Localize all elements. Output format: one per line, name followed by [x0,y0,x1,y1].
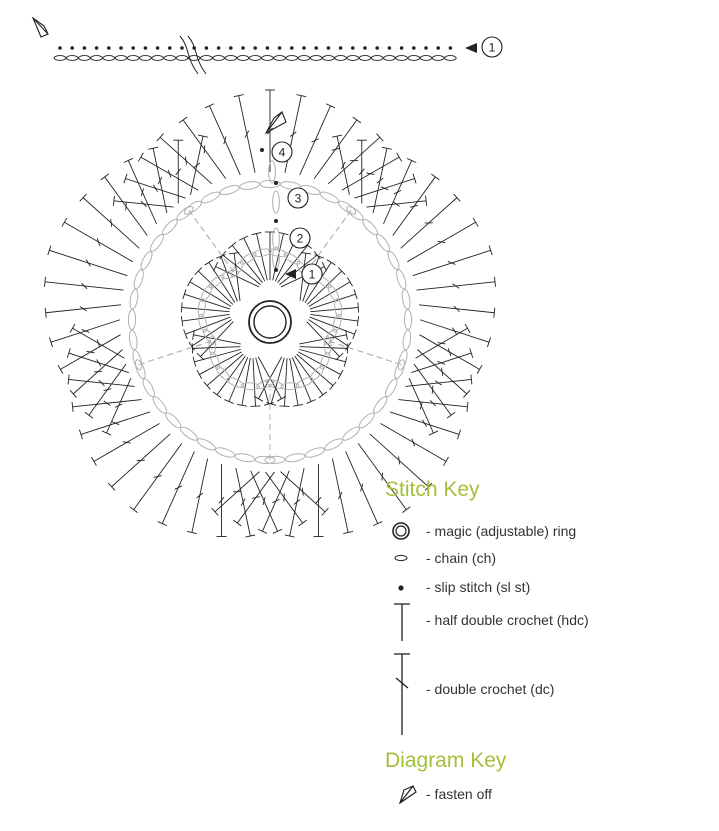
hdc-top [239,236,248,240]
slip-stitch-mark [217,46,221,50]
slip-stitch-mark [449,46,453,50]
dc-top [68,375,69,385]
dc-slash [97,238,100,246]
chain-mark [199,284,214,303]
slip-stitch-mark [274,268,278,272]
round-number: 4 [278,145,286,160]
hdc-top [205,260,213,265]
chain-mark [91,56,103,61]
slip-stitch-mark [131,46,135,50]
chain-mark [226,376,245,390]
slip-stitch-icon [398,585,403,590]
dc-slash [86,260,90,267]
round-number: 1 [488,40,496,55]
hdc-stitch [308,319,348,346]
dc-slash [272,499,279,503]
dc-slash [175,486,182,490]
chain-mark [160,217,179,236]
chain-mark [164,56,176,61]
chain-icon [395,555,407,560]
dc-slash [97,340,100,348]
slip-stitch-mark [205,46,209,50]
hdc-top [189,342,195,350]
chain-mark [176,56,188,61]
slip-stitch-mark [266,46,270,50]
fasten-off-icon [33,18,48,37]
magic-ring-icon [249,301,291,343]
hdc-stitch [298,352,340,375]
dc-slash [432,386,433,394]
double-crochet-icon [394,654,410,735]
slip-stitch-mark [70,46,74,50]
stitch-key-label-hdc: - half double crochet (hdc) [426,612,589,628]
slip-stitch-mark [229,46,233,50]
slip-stitch-mark [180,46,184,50]
connector-line [189,210,235,273]
slip-stitch-mark [95,46,99,50]
dc-slash [312,139,319,143]
dc-top [158,522,167,526]
chain-mark [197,314,208,333]
chain-mark [213,56,225,61]
dc-top [447,412,455,418]
chain-mark [139,250,154,271]
foundation-chain-row [33,18,502,74]
chain-mark [308,365,325,383]
hdc-stitch [295,356,323,395]
dc-top [62,218,67,227]
hdc-top [358,303,359,313]
dc-slash [245,131,249,138]
slip-stitch-mark [83,46,87,50]
dc-top [91,457,96,466]
chain-mark [79,56,91,61]
dc-top [373,522,382,526]
dc-top [72,402,73,412]
dc-top [402,507,410,513]
chain-mark [54,56,66,61]
round-number: 2 [296,231,304,246]
hdc-stitch [199,352,241,375]
chain-mark [408,56,420,61]
hdc-top [301,253,311,254]
dc-top [102,431,111,435]
dc-slash [448,348,451,356]
dc-slash [204,145,205,153]
hdc-stitch [192,319,232,346]
slip-stitch-mark [314,46,318,50]
hdc-top [327,260,335,265]
chain-mark [404,310,412,330]
chain-mark [401,289,411,310]
dc-slash [394,190,401,194]
chain-mark [152,56,164,61]
dc-top [179,117,187,123]
slip-stitch-mark [274,219,278,223]
dc-slash [382,473,383,481]
stitch-key-label-dc: - double crochet (dc) [426,681,555,697]
chain-mark [341,425,361,443]
dc-top [494,277,495,287]
chain-mark [262,56,274,61]
dc-top [113,196,114,206]
chain-mark [128,330,138,351]
slip-stitch-mark [144,46,148,50]
fasten-off-icon [266,112,286,133]
chain-mark [196,437,217,453]
dc-top [431,174,439,180]
dc-top [494,308,495,318]
chain-mark [432,56,444,61]
dc-slash [302,488,303,496]
dc-slash [153,185,157,192]
chain-mark [115,56,127,61]
hdc-top [319,392,327,398]
hdc-top [306,400,315,404]
dc-top [407,158,416,162]
chain-mark [384,56,396,61]
chain-mark [347,56,359,61]
hdc-top [181,303,182,313]
dc-slash [158,177,162,184]
dc-slash [284,493,285,501]
dc-top [429,431,438,435]
chain-mark [239,180,260,190]
chain-mark [282,251,301,267]
break-mark [188,36,206,74]
dc-slash [442,368,443,376]
dc-top [258,529,267,533]
chain-mark [141,377,157,398]
dc-top [70,324,75,333]
dc-slash [241,498,245,505]
magic-ring-icon [393,523,409,539]
slip-stitch-mark [412,46,416,50]
chain-mark [383,377,399,398]
dc-top [101,174,109,180]
dc-slash [412,439,415,447]
chain-mark [286,56,298,61]
chain-mark [127,56,139,61]
hdc-top [197,370,202,379]
chain-mark [132,269,145,290]
slip-stitch-mark [290,46,294,50]
slip-stitch-mark [436,46,440,50]
chain-mark [374,233,391,254]
stitch-key-label-chain: - chain (ch) [426,550,497,566]
chain-mark [359,56,371,61]
chain-mark [274,56,286,61]
chain-mark [214,365,231,383]
chain-mark [128,310,136,330]
chain-mark [323,56,335,61]
break-mark [180,36,198,74]
hdc-top [229,253,239,254]
chain-mark [214,446,235,459]
round-number: 1 [308,267,316,282]
hdc-top [213,392,221,398]
hdc-top [214,262,218,271]
chain-mark [201,56,213,61]
dc-slash [399,456,400,464]
slip-stitch-mark [58,46,62,50]
dc-slash [452,328,456,335]
start-arrow [285,269,296,279]
petal [67,324,328,537]
hdc-top [251,406,261,407]
hdc-top [228,242,236,248]
start-arrow [465,43,477,53]
chain-mark [357,411,376,430]
dc-top [44,277,45,287]
slip-stitch-mark [119,46,123,50]
magic-ring-icon [254,306,286,338]
hdc-top [330,382,337,390]
connector-line [139,339,218,365]
hdc-top [347,278,352,287]
diagram-key-label-fasten-off: - fasten off [426,786,492,802]
chain-mark [386,250,401,271]
hdc-stitch [244,238,265,281]
dc-top [326,104,335,108]
chain-mark [103,56,115,61]
slip-stitch-mark [107,46,111,50]
chain-mark [148,233,165,254]
chain-mark [402,330,412,351]
chain-mark [179,425,199,443]
slip-stitch-mark [424,46,428,50]
diagram-key-title: Diagram Key [385,749,507,772]
dc-slash [126,202,127,210]
chain-mark [140,56,152,61]
petal [212,324,473,537]
dc-top [444,457,449,466]
stitch-key-label-magic-ring: - magic (adjustable) ring [426,523,577,539]
slip-stitch-mark [274,181,278,185]
flower-motif [44,90,495,537]
slip-stitch-mark [351,46,355,50]
chain-mark [395,269,408,290]
dc-slash [115,404,122,408]
stitch-key-label-slip-stitch: - slip stitch (sl st) [426,579,531,595]
dc-top [473,218,478,227]
chain-mark [225,56,237,61]
slip-stitch-mark [168,46,172,50]
slip-stitch-mark [388,46,392,50]
slip-stitch-mark [375,46,379,50]
chain-mark [66,56,78,61]
dc-top [124,158,133,162]
chain-mark [219,184,240,197]
chain-mark [371,56,383,61]
dc-top [465,324,470,333]
dc-top [273,529,282,533]
dc-slash [97,359,101,366]
slip-stitch-mark [302,46,306,50]
hdc-top [280,406,290,407]
hdc-stitch [192,347,240,349]
slip-stitch-mark [278,46,282,50]
hdc-top [187,278,192,287]
chain-mark [164,411,183,430]
dc-top [477,365,482,374]
chain-mark [151,395,169,415]
chain-mark [310,56,322,61]
dc-top [299,520,307,526]
chain-mark [249,56,261,61]
slip-stitch-mark [363,46,367,50]
hdc-top [322,262,326,271]
connector-line [322,339,401,365]
chain-mark [234,452,255,463]
chain-mark [129,289,139,310]
hdc-stitch [242,358,250,405]
slip-stitch-mark [253,46,257,50]
petal [44,135,240,435]
hdc-stitch [290,358,298,405]
round-number: 3 [294,191,302,206]
slip-stitch-mark [260,148,264,152]
hdc-top [224,400,233,404]
dc-top [45,308,46,318]
petal [300,135,496,435]
dc-top [130,507,138,513]
chain-mark [273,191,280,213]
hdc-stitch [217,356,245,395]
chain-mark [361,217,380,236]
hdc-stitch [234,253,240,301]
half-double-crochet-icon [394,604,410,641]
hdc-top [345,342,351,350]
chain-mark [319,190,340,205]
slip-stitch-mark [400,46,404,50]
dc-top [397,153,402,162]
chain-mark [237,56,249,61]
dc-slash [341,162,345,169]
chain-mark [323,437,344,453]
hdc-stitch [253,358,256,406]
dc-top [205,104,214,108]
dc-top [233,520,241,526]
dc-top [85,412,93,418]
chain-mark [298,56,310,61]
dc-slash [422,420,426,427]
dc-top [467,402,468,412]
dc-top [58,365,63,374]
slip-stitch-mark [327,46,331,50]
hdc-top [204,382,211,390]
dc-slash [111,219,112,227]
chain-mark [200,190,221,205]
hdc-stitch [300,347,348,349]
chain-mark [396,56,408,61]
hdc-stitch [284,358,287,406]
dc-top [426,196,427,206]
dc-top [353,117,361,123]
chain-mark [420,56,432,61]
hdc-top [338,370,343,379]
slip-stitch-mark [241,46,245,50]
chain-mark [371,395,389,415]
chain-mark [445,56,457,61]
chain-mark [335,56,347,61]
slip-stitch-mark [339,46,343,50]
petal [113,90,426,287]
dc-slash [338,492,342,499]
chain-mark [239,251,258,267]
stitch-key-title: Stitch Key [385,478,480,501]
dc-slash [168,170,171,178]
dc-top [471,375,472,385]
chain-mark [285,452,306,463]
fasten-off-icon [400,786,416,803]
dc-slash [185,157,186,165]
chain-mark [304,446,325,459]
slip-stitch-mark [156,46,160,50]
dc-top [138,153,143,162]
